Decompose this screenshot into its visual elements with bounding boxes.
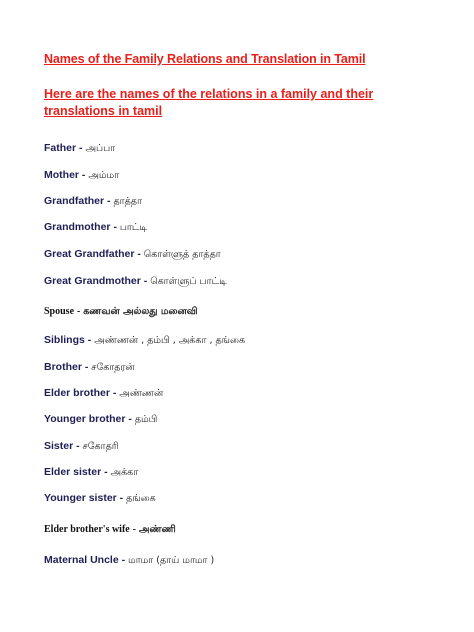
- entry-tamil: அக்கா: [110, 467, 139, 478]
- entry-younger-sister: [44, 492, 156, 505]
- entry-english: Younger sister: [44, 492, 117, 504]
- entry-tamil: சகோதரி: [82, 441, 119, 452]
- entry-separator: -: [132, 524, 136, 535]
- entry-separator: -: [76, 440, 80, 452]
- entry-english: Mother: [44, 169, 79, 181]
- entry-english: Father: [44, 142, 77, 154]
- entry-tamil: அண்ணி: [138, 524, 176, 535]
- entry-english: Grandfather: [44, 195, 105, 207]
- entry-separator: -: [128, 413, 132, 425]
- entry-separator: -: [121, 554, 126, 566]
- entry-tamil: பாட்டி: [119, 222, 148, 233]
- entry-younger-brother: [44, 413, 157, 426]
- entry-tamil: அண்ணன்: [119, 388, 164, 399]
- entry-english: Siblings: [44, 334, 85, 346]
- entry-tamil: சகோதரன்: [91, 362, 135, 373]
- entry-grandmother: [44, 221, 147, 234]
- entry-brother: [44, 361, 135, 374]
- entry-tamil: தம்பி: [134, 414, 158, 425]
- entry-separator: -: [107, 195, 111, 207]
- entry-english: Brother: [44, 361, 82, 373]
- entry-english: Spouse: [44, 306, 75, 317]
- entry-english: Younger brother: [44, 413, 126, 425]
- entry-tamil: மாமா (தாய் மாமா ): [128, 555, 215, 566]
- entry-separator: -: [76, 306, 81, 317]
- entry-spouse: [44, 305, 198, 318]
- entry-tamil: அம்மா: [88, 170, 120, 181]
- entry-english: Sister: [44, 440, 74, 452]
- entry-english: Grandmother: [44, 221, 111, 233]
- entry-tamil: தங்கை: [126, 493, 156, 504]
- entry-tamil: கொள்ளுப் பாட்டி: [150, 276, 227, 287]
- entry-tamil: தாத்தா: [113, 196, 142, 207]
- entry-tamil: கணவன் அல்லது மனைவி: [83, 306, 198, 317]
- entry-tamil: அப்பா: [85, 143, 116, 154]
- entry-sister: [44, 440, 119, 453]
- entry-maternal-uncle: [44, 554, 214, 567]
- entry-elder-sister: [44, 466, 138, 479]
- entry-mother: [44, 169, 119, 182]
- entry-elder-brother: [44, 387, 163, 400]
- entry-separator: -: [81, 169, 86, 181]
- entry-separator: -: [143, 275, 148, 287]
- document-subtitle: Here are the names of the relations in a family and their translations in tamil: [44, 87, 374, 118]
- entry-father: [44, 142, 115, 155]
- document-title: Names of the Family Relations and Translation in Tamil: [44, 52, 366, 66]
- entry-english: Elder sister: [44, 466, 102, 478]
- entry-english: Maternal Uncle: [44, 554, 119, 566]
- entry-english: Great Grandfather: [44, 248, 135, 260]
- entry-grandfather: [44, 195, 142, 208]
- entry-english: Elder brother: [44, 387, 110, 399]
- entry-english: Great Grandmother: [44, 275, 141, 287]
- entry-separator: -: [104, 466, 108, 478]
- entry-siblings: [44, 334, 245, 347]
- entry-english: Elder brother's wife: [44, 524, 130, 535]
- entry-separator: -: [84, 361, 89, 373]
- entry-elder-brothers-wife: [44, 523, 176, 536]
- entry-great-grandfather: [44, 248, 221, 261]
- entry-separator: -: [113, 221, 117, 233]
- entry-great-grandmother: [44, 275, 227, 288]
- entry-separator: -: [119, 492, 124, 504]
- entry-tamil: கொள்ளுத் தாத்தா: [143, 249, 221, 260]
- entry-separator: -: [137, 248, 141, 260]
- entry-tamil: அண்ணன் , தம்பி , அக்கா , தங்கை: [94, 335, 246, 346]
- entry-separator: -: [112, 387, 117, 399]
- entry-separator: -: [87, 334, 92, 346]
- entry-separator: -: [79, 142, 83, 154]
